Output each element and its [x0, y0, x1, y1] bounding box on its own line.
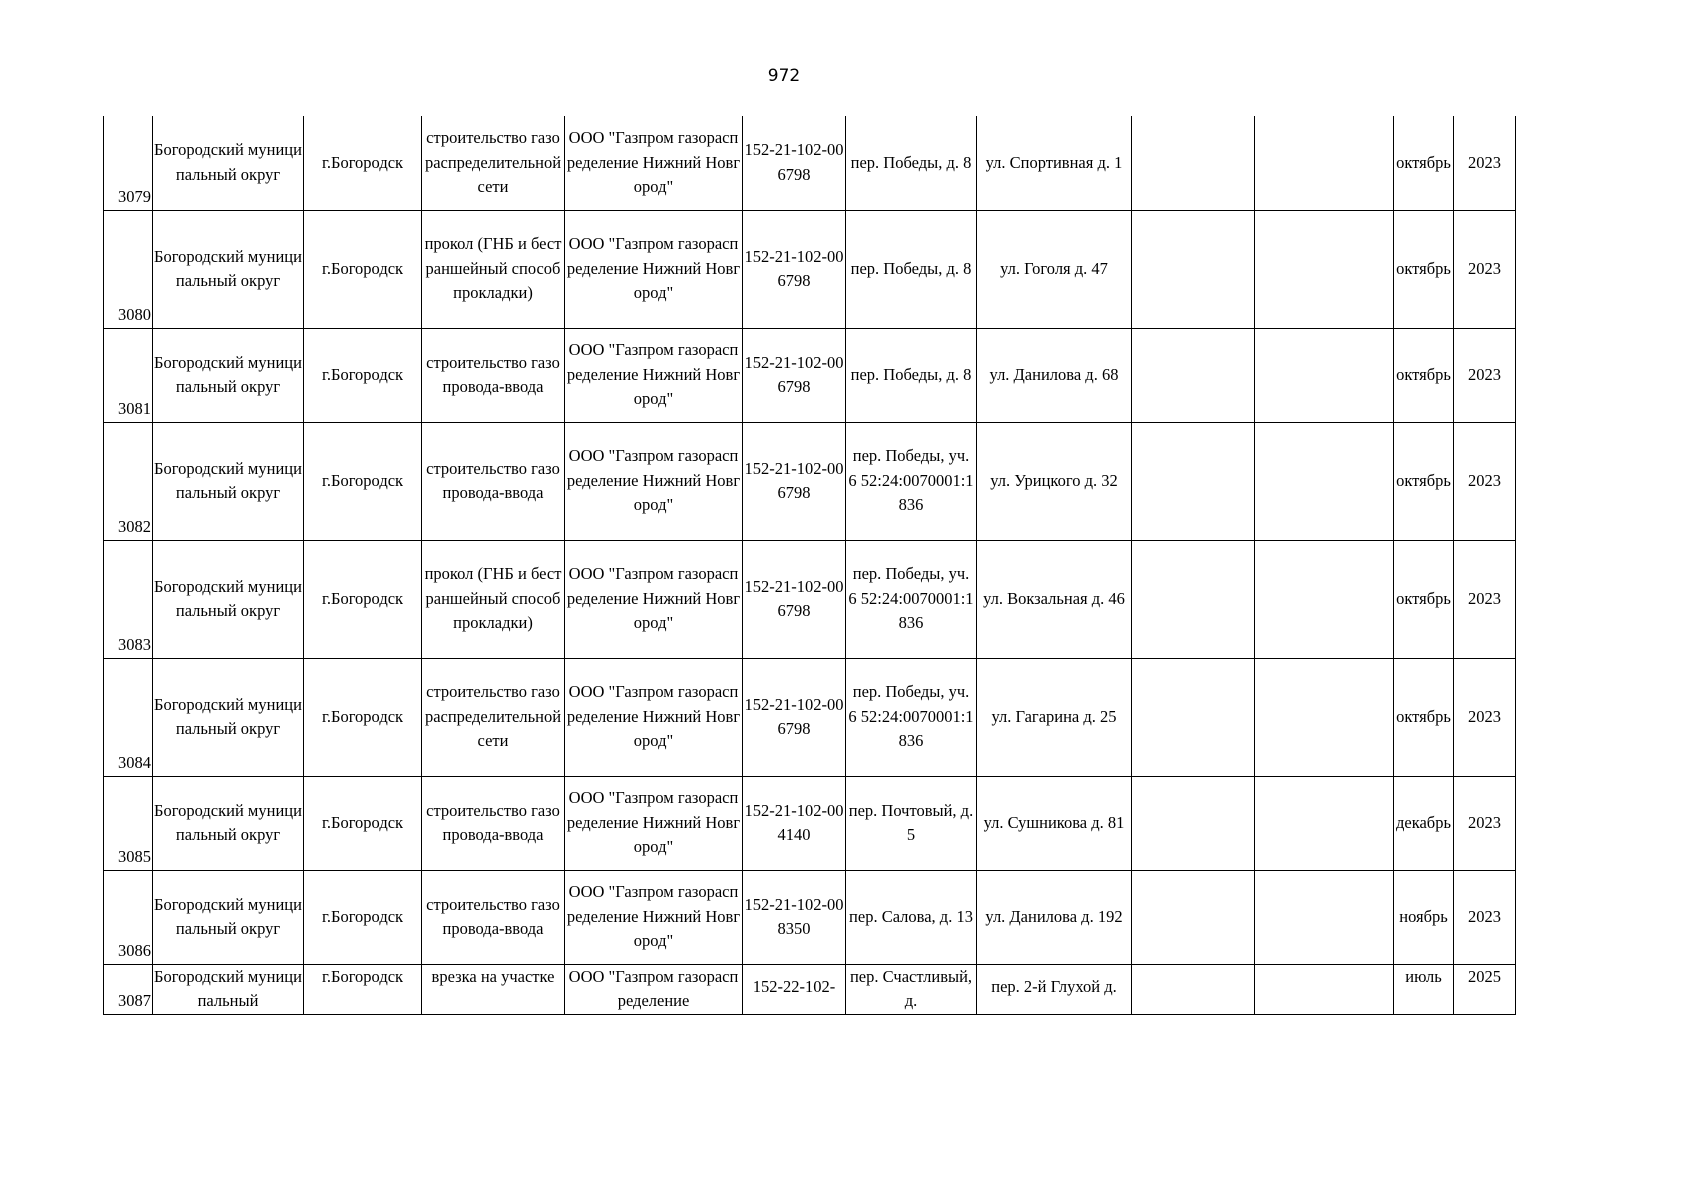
registration-code-cell: 152-21-102-006798	[743, 658, 846, 776]
month-cell: декабрь	[1394, 776, 1454, 870]
empty-cell-2	[1255, 422, 1394, 540]
organization-cell: ООО "Газпром газораспределение Нижний Новгород"	[565, 116, 743, 210]
empty-cell-1	[1132, 658, 1255, 776]
organization-cell: ООО "Газпром газораспределение Нижний Новгород"	[565, 658, 743, 776]
row-number: 3086	[104, 870, 153, 964]
from-address-cell: пер. Победы, уч. 6 52:24:0070001:1836	[846, 540, 977, 658]
to-address-cell: ул. Данилова д. 68	[977, 328, 1132, 422]
district-cell: Богородский муниципальный округ	[153, 870, 304, 964]
year-cell: 2023	[1454, 658, 1516, 776]
page-number: 972	[767, 66, 801, 86]
row-number: 3087	[104, 964, 153, 1014]
row-number: 3085	[104, 776, 153, 870]
empty-cell-1	[1132, 210, 1255, 328]
table-row	[104, 116, 1516, 210]
row-number: 3080	[104, 210, 153, 328]
locality-cell: г.Богородск	[304, 776, 422, 870]
to-address-cell: ул. Спортивная д. 1	[977, 116, 1132, 210]
month-cell: октябрь	[1394, 540, 1454, 658]
locality-cell: г.Богородск	[304, 116, 422, 210]
year-cell: 2023	[1454, 116, 1516, 210]
registration-code-cell: 152-21-102-008350	[743, 870, 846, 964]
table-row	[104, 776, 1516, 870]
work-type-cell: строительство газопровода-ввода	[422, 422, 565, 540]
row-number: 3083	[104, 540, 153, 658]
to-address-cell: ул. Данилова д. 192	[977, 870, 1132, 964]
year-cell: 2023	[1454, 422, 1516, 540]
district-cell: Богородский муниципальный округ	[153, 776, 304, 870]
work-type-cell: врезка на участке	[422, 964, 565, 1014]
table-row	[104, 210, 1516, 328]
registration-code-cell: 152-21-102-006798	[743, 422, 846, 540]
empty-cell-2	[1255, 116, 1394, 210]
month-cell: октябрь	[1394, 210, 1454, 328]
work-type-cell: строительство газопровода-ввода	[422, 328, 565, 422]
year-cell: 2023	[1454, 870, 1516, 964]
empty-cell-2	[1255, 964, 1394, 1014]
year-cell: 2023	[1454, 210, 1516, 328]
table-row	[104, 870, 1516, 964]
registration-code-cell: 152-21-102-006798	[743, 328, 846, 422]
locality-cell: г.Богородск	[304, 422, 422, 540]
month-cell: октябрь	[1394, 116, 1454, 210]
registration-code-cell: 152-21-102-006798	[743, 116, 846, 210]
from-address-cell: пер. Победы, уч. 6 52:24:0070001:1836	[846, 658, 977, 776]
locality-cell: г.Богородск	[304, 658, 422, 776]
empty-cell-1	[1132, 116, 1255, 210]
empty-cell-2	[1255, 328, 1394, 422]
empty-cell-2	[1255, 658, 1394, 776]
from-address-cell: пер. Счастливый, д.	[846, 964, 977, 1014]
year-cell: 2023	[1454, 540, 1516, 658]
row-number: 3081	[104, 328, 153, 422]
to-address-cell: пер. 2-й Глухой д.	[977, 964, 1132, 1014]
organization-cell: ООО "Газпром газораспределение	[565, 964, 743, 1014]
registration-code-cell: 152-21-102-006798	[743, 210, 846, 328]
district-cell: Богородский муниципальный	[153, 964, 304, 1014]
month-cell: октябрь	[1394, 658, 1454, 776]
empty-cell-2	[1255, 870, 1394, 964]
organization-cell: ООО "Газпром газораспределение Нижний Новгород"	[565, 328, 743, 422]
to-address-cell: ул. Гагарина д. 25	[977, 658, 1132, 776]
district-cell: Богородский муниципальный округ	[153, 116, 304, 210]
month-cell: октябрь	[1394, 422, 1454, 540]
work-type-cell: строительство газопровода-ввода	[422, 776, 565, 870]
empty-cell-1	[1132, 870, 1255, 964]
locality-cell: г.Богородск	[304, 870, 422, 964]
district-cell: Богородский муниципальный округ	[153, 540, 304, 658]
locality-cell: г.Богородск	[304, 964, 422, 1014]
table-row	[104, 540, 1516, 658]
work-type-cell: строительство газопровода-ввода	[422, 870, 565, 964]
locality-cell: г.Богородск	[304, 540, 422, 658]
table-row	[104, 328, 1516, 422]
year-cell: 2025	[1454, 964, 1516, 1014]
from-address-cell: пер. Победы, д. 8	[846, 210, 977, 328]
table-row-continued	[104, 964, 1516, 1014]
district-cell: Богородский муниципальный округ	[153, 328, 304, 422]
empty-cell-1	[1132, 964, 1255, 1014]
empty-cell-1	[1132, 328, 1255, 422]
from-address-cell: пер. Салова, д. 13	[846, 870, 977, 964]
district-cell: Богородский муниципальный округ	[153, 210, 304, 328]
to-address-cell: ул. Гоголя д. 47	[977, 210, 1132, 328]
year-cell: 2023	[1454, 776, 1516, 870]
organization-cell: ООО "Газпром газораспределение Нижний Новгород"	[565, 540, 743, 658]
work-type-cell: строительство газораспределительной сети	[422, 116, 565, 210]
row-number: 3084	[104, 658, 153, 776]
organization-cell: ООО "Газпром газораспределение Нижний Новгород"	[565, 776, 743, 870]
organization-cell: ООО "Газпром газораспределение Нижний Новгород"	[565, 422, 743, 540]
empty-cell-1	[1132, 776, 1255, 870]
empty-cell-2	[1255, 776, 1394, 870]
district-cell: Богородский муниципальный округ	[153, 422, 304, 540]
registration-code-cell: 152-21-102-004140	[743, 776, 846, 870]
from-address-cell: пер. Почтовый, д. 5	[846, 776, 977, 870]
register-table	[103, 116, 1516, 1015]
locality-cell: г.Богородск	[304, 328, 422, 422]
work-type-cell: прокол (ГНБ и бестраншейный способ прокладки)	[422, 210, 565, 328]
month-cell: октябрь	[1394, 328, 1454, 422]
empty-cell-1	[1132, 540, 1255, 658]
row-number: 3079	[104, 116, 153, 210]
row-number: 3082	[104, 422, 153, 540]
empty-cell-2	[1255, 210, 1394, 328]
organization-cell: ООО "Газпром газораспределение Нижний Новгород"	[565, 870, 743, 964]
to-address-cell: ул. Вокзальная д. 46	[977, 540, 1132, 658]
year-cell: 2023	[1454, 328, 1516, 422]
month-cell: июль	[1394, 964, 1454, 1014]
registration-code-cell: 152-22-102-	[743, 964, 846, 1014]
from-address-cell: пер. Победы, д. 8	[846, 116, 977, 210]
registration-code-cell: 152-21-102-006798	[743, 540, 846, 658]
from-address-cell: пер. Победы, д. 8	[846, 328, 977, 422]
to-address-cell: ул. Урицкого д. 32	[977, 422, 1132, 540]
from-address-cell: пер. Победы, уч. 6 52:24:0070001:1836	[846, 422, 977, 540]
organization-cell: ООО "Газпром газораспределение Нижний Новгород"	[565, 210, 743, 328]
district-cell: Богородский муниципальный округ	[153, 658, 304, 776]
empty-cell-2	[1255, 540, 1394, 658]
work-type-cell: прокол (ГНБ и бестраншейный способ прокладки)	[422, 540, 565, 658]
work-type-cell: строительство газораспределительной сети	[422, 658, 565, 776]
month-cell: ноябрь	[1394, 870, 1454, 964]
empty-cell-1	[1132, 422, 1255, 540]
table-row	[104, 422, 1516, 540]
locality-cell: г.Богородск	[304, 210, 422, 328]
table-row	[104, 658, 1516, 776]
to-address-cell: ул. Сушникова д. 81	[977, 776, 1132, 870]
